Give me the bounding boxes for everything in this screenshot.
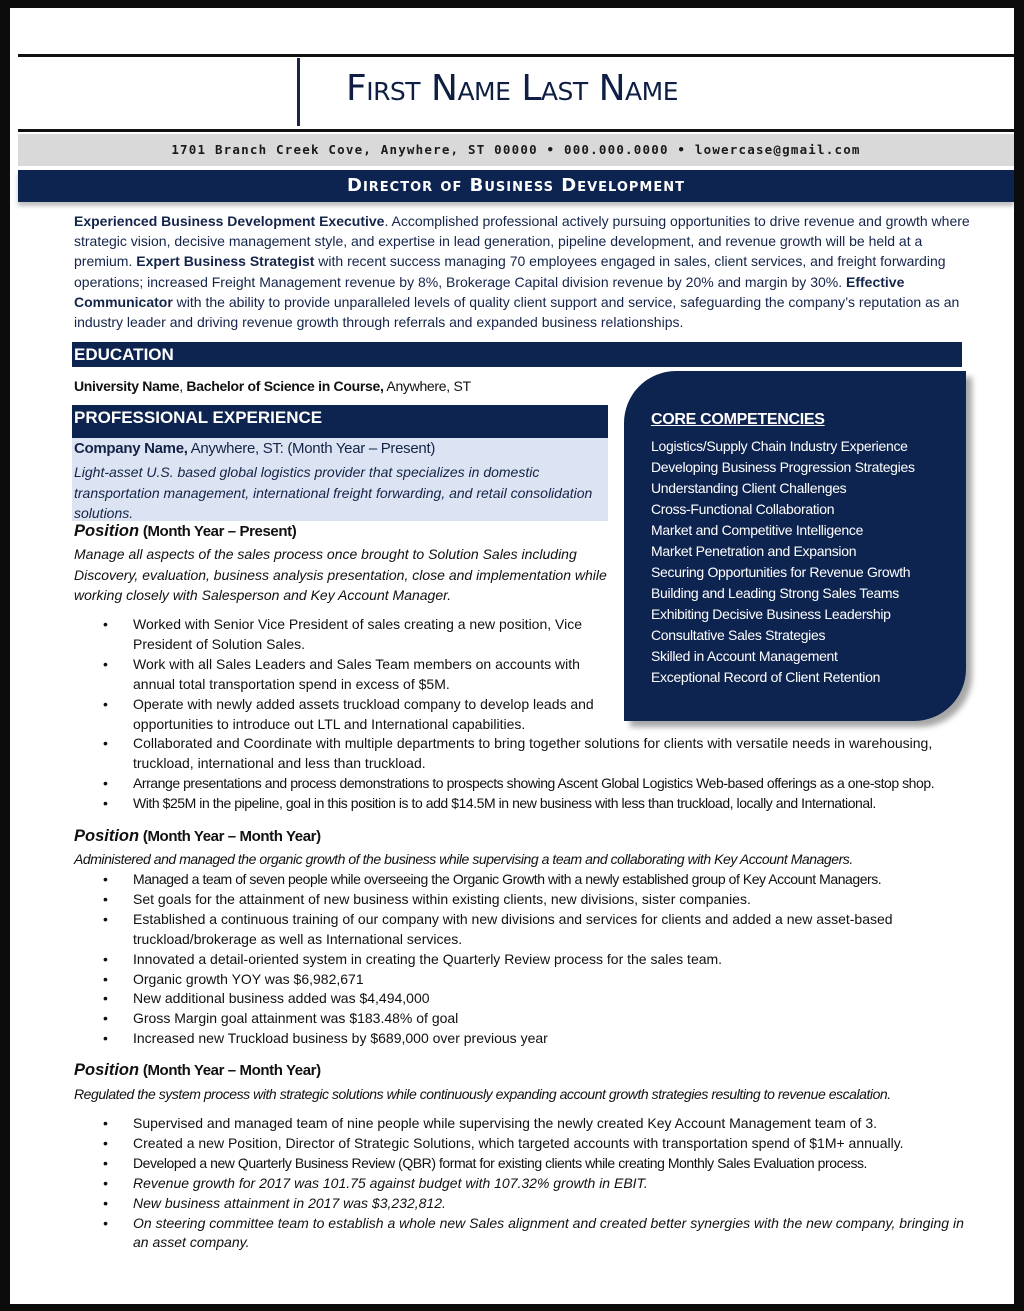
position-heading — [74, 827, 321, 846]
list-item: • Arrange presentations and process demonstrations to prospects showing Ascent Global Logistics Web-based offerings as a one-stop shop. — [74, 774, 954, 794]
position-dates: (Month Year – Present) — [139, 523, 297, 540]
list-item: • Managed a team of seven people while overseeing the Organic Growth with a newly established group of Key Account Managers. — [74, 870, 964, 890]
position-dates: (Month Year – Month Year) — [139, 1062, 321, 1079]
summary-text-3: with the ability to provide unparalleled levels of quality client support and service, safeguarding the company’s reputation as an industry leader and driving revenue growth through referrals and expanded business relationships. — [74, 293, 960, 331]
list-item: • Supervised and managed team of nine people while supervising the newly created Key Account Management team of 3. — [74, 1114, 974, 1134]
list-item: • Developed a new Quarterly Business Review (QBR) format for existing clients while creating Monthly Sales Evaluation process. — [74, 1154, 974, 1174]
company-location-dates: Anywhere, ST: (Month Year – Present) — [187, 440, 436, 457]
position-bullets — [74, 870, 964, 1049]
list-item: • Innovated a detail-oriented system in creating the Quarterly Review process for the sales team. — [74, 950, 964, 970]
summary-text-2: with recent success managing 70 employees engaged in sales, client services, and freight forwarding operations; increased Freight Management revenue by 8%, Brokerage Capital division revenue by 20% and margin by 30%. — [74, 253, 946, 290]
summary-highlight-executive: Experienced Business Development Executive — [74, 213, 385, 229]
position-bullets — [74, 1114, 974, 1253]
list-item: • Collaborated and Coordinate with multiple departments to bring together solutions for clients with versatile needs in warehousing, truckload, international and less than truckload. — [74, 734, 954, 774]
list-item: Developing Business Progression Strategies — [651, 459, 915, 475]
list-item: • Work with all Sales Leaders and Sales Team members on accounts with annual total transportation spend in excess of $5M. — [74, 655, 593, 695]
list-item: • Increased new Truckload business by $689,000 over previous year — [74, 1029, 964, 1049]
list-item: Building and Leading Strong Sales Teams — [651, 585, 899, 601]
professional-summary — [74, 211, 974, 332]
summary-highlight-communicator: Effective Communicator — [74, 273, 905, 310]
position-title: Position — [74, 827, 140, 845]
position-description: Administered and managed the organic growth of the business while supervising a team and collaborating with Key Account Managers. — [74, 851, 853, 867]
list-item: • Operate with newly added assets truckload company to develop leads and opportunities to introduce out LTL and International capabilities. — [74, 695, 613, 735]
header-bottom-rule — [18, 129, 1014, 132]
list-item: • Worked with Senior Vice President of sales creating a new position, Vice President of Solution Sales. — [74, 615, 593, 655]
job-title-banner: Director of Business Development — [18, 170, 1014, 202]
position-description: Regulated the system process with strategic solutions while continuously expanding account growth strategies resulting to revenue escalation. — [74, 1086, 891, 1102]
list-item: • New business attainment in 2017 was $3,232,812. — [74, 1194, 974, 1214]
position-title: Position — [74, 1061, 140, 1079]
resume-page — [10, 8, 1014, 1304]
list-item: Consultative Sales Strategies — [651, 627, 826, 643]
list-item: Exceptional Record of Client Retention — [651, 669, 881, 685]
core-competencies-heading: CORE COMPETENCIES — [651, 411, 825, 428]
list-item: Cross-Functional Collaboration — [651, 501, 835, 517]
competencies-list — [651, 436, 915, 688]
list-item: • Revenue growth for 2017 was 101.75 against budget with 107.32% growth in EBIT. — [74, 1174, 974, 1194]
list-item: Skilled in Account Management — [651, 648, 838, 664]
contact-line: 1701 Branch Creek Cove, Anywhere, ST 00000 • 000.000.0000 • lowercase@gmail.com — [18, 134, 1014, 166]
position-heading — [74, 522, 296, 541]
list-item: Exhibiting Decisive Business Leadership — [651, 606, 891, 622]
degree-name: Bachelor of Science in Course, — [186, 378, 384, 394]
header-top-rule — [18, 54, 1014, 57]
list-item: Market and Competitive Intelligence — [651, 522, 864, 538]
position-heading — [74, 1061, 321, 1080]
list-item: • On steering committee team to establish a whole new Sales alignment and created better synergies with the new company, bringing in an asset company. — [74, 1214, 973, 1254]
list-item: Market Penetration and Expansion — [651, 543, 857, 559]
list-item: • With $25M in the pipeline, goal in this position is to add $14.5M in new business with less than truckload, locally and International. — [74, 794, 954, 814]
list-item: • Created a new Position, Director of Strategic Solutions, which targeted accounts with transportation spend of $1M+ annually. — [74, 1134, 974, 1154]
experience-heading: PROFESSIONAL EXPERIENCE — [72, 405, 608, 438]
list-item: • Established a continuous training of our company with new divisions and services for clients and added a new asset-based truckload/brokerage as well as International services. — [74, 910, 964, 950]
list-item: • Set goals for the attainment of new business within existing clients, new divisions, sister companies. — [74, 890, 964, 910]
education-separator: , — [179, 378, 187, 394]
education-heading: EDUCATION — [72, 342, 962, 367]
list-item: Securing Opportunities for Revenue Growth — [651, 564, 911, 580]
list-item: • Organic growth YOY was $6,982,671 — [74, 970, 964, 990]
position-description: Manage all aspects of the sales process once brought to Solution Sales including Discovery, evaluation, business analysis presentation, close and implementation while working closely with Salesperson and Key Account Manager. — [74, 546, 607, 603]
position-title: Position — [74, 522, 140, 540]
summary-text-1: . Accomplished professional actively pursuing opportunities to drive revenue and growth where strategic vision, decisive management style, and expertise in lead generation, pipeline development, and revenue growth will be held at a premium. — [74, 213, 970, 270]
list-item: • New additional business added was $4,494,000 — [74, 989, 964, 1009]
position-dates: (Month Year – Month Year) — [139, 828, 321, 845]
education-entry — [74, 378, 471, 394]
company-name: Company Name, — [74, 440, 188, 457]
company-line — [74, 440, 435, 457]
list-item: Understanding Client Challenges — [651, 480, 847, 496]
list-item: • Gross Margin goal attainment was $183.48% of goal — [74, 1009, 964, 1029]
education-location: Anywhere, ST — [383, 378, 471, 394]
school-name: University Name — [74, 378, 180, 394]
list-item: Logistics/Supply Chain Industry Experience — [651, 438, 908, 454]
summary-highlight-strategist: Expert Business Strategist — [136, 253, 315, 270]
company-info-box — [72, 438, 608, 521]
company-description: Light-asset U.S. based global logistics provider that specializes in domestic transportation management, international freight forwarding, and retail consolidation solutions. — [74, 464, 593, 521]
core-competencies-panel — [624, 371, 966, 721]
candidate-name: First Name Last Name — [345, 68, 678, 109]
